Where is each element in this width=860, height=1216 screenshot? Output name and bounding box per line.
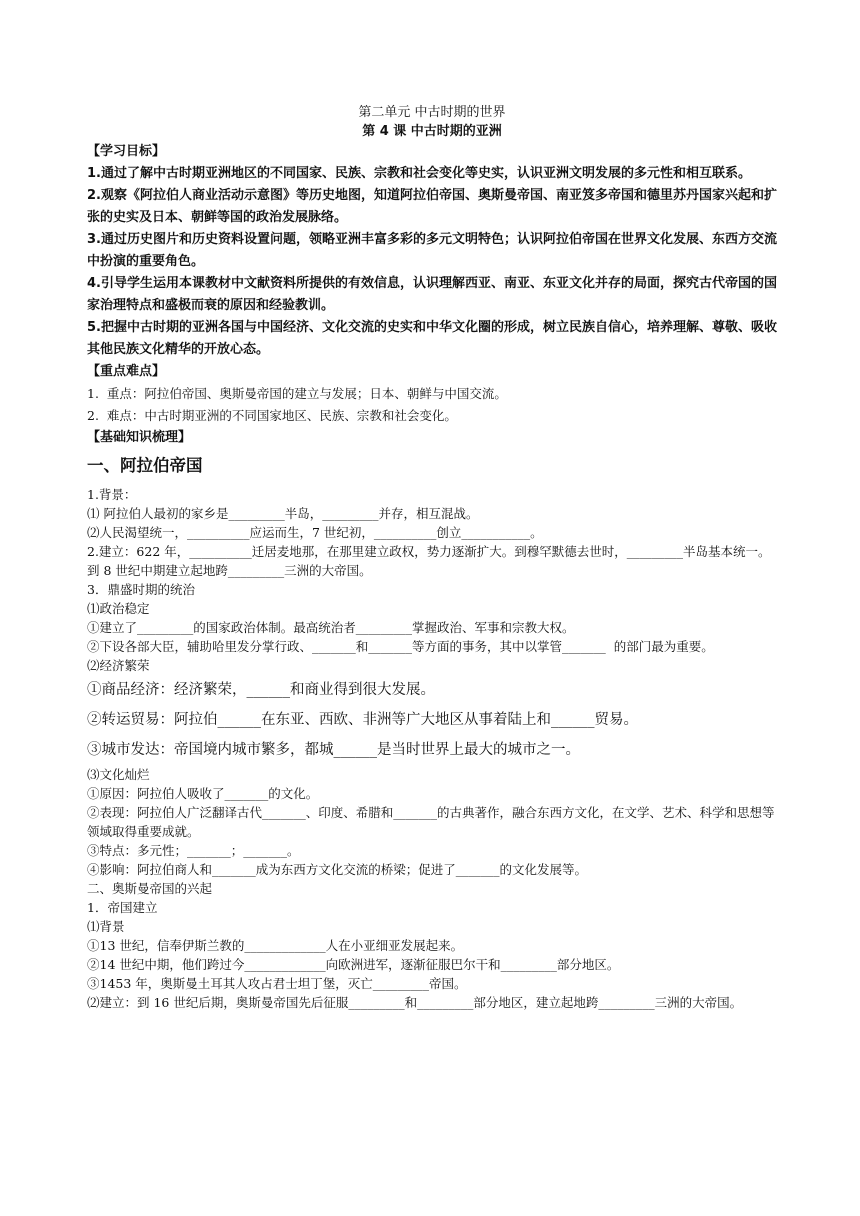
key-point-item: 2. 难点：中古时期亚洲的不同国家地区、民族、宗教和社会变化。 [87,408,457,423]
text-line: ③特点：多元性；_______；_______。 [87,843,300,858]
text-line-large: ③城市发达：帝国境内城市繁多，都城______是当时世界上最大的城市之一。 [87,742,580,758]
text-line-large: ②转运贸易：阿拉伯______在东亚、西欧、非洲等广大地区从事着陆上和______贸易。 [87,712,638,728]
text-line-large: ①商品经济：经济繁荣，______和商业得到很大发展。 [87,682,435,698]
text-line: 3．鼎盛时期的统治 [87,582,195,597]
text-line: 2.建立：622 年，__________迁居麦地那，在那里建立政权，势力逐渐扩大。到穆罕默德去世时，_________半岛基本统一。到 8 世纪中期建立起地跨_________三洲的大帝国。 [87,544,771,578]
knowledge-heading: 【基础知识梳理】 [87,430,192,445]
text-line: ⑴背景 [87,919,125,934]
text-line: ①原因：阿拉伯人吸收了_______的文化。 [87,786,319,801]
text-line: 1.背景： [87,487,137,502]
text-line: ⑵建立：到 16 世纪后期，奥斯曼帝国先后征服_________和_________部分地区，建立起地跨_________三洲的大帝国。 [87,995,743,1010]
text-line: ②14 世纪中期，他们跨过今_____________向欧洲进军，逐渐征服巴尔干和_________部分地区。 [87,957,620,972]
text-line: ⑴ 阿拉伯人最初的家乡是_________半岛，_________并存，相互混战。 [87,506,479,521]
text-line: ①建立了_________的国家政治体制。最高统治者_________掌握政治、军事和宗教大权。 [87,620,575,635]
text-line: ①13 世纪，信奉伊斯兰教的_____________人在小亚细亚发展起来。 [87,938,464,953]
text-line: ③1453 年，奥斯曼土耳其人攻占君士坦丁堡，灭亡_________帝国。 [87,976,467,991]
key-points-heading: 【重点难点】 [87,364,166,379]
lesson-title: 第 4 课 中古时期的亚洲 [362,124,502,139]
text-line: ⑵人民渴望统一，__________应运而生，7 世纪初，__________创立___________。 [87,525,543,540]
text-line: ④影响：阿拉伯商人和_______成为东西方文化交流的桥梁；促进了_______的文化发展等。 [87,862,588,877]
objective-item: 5.把握中古时期的亚洲各国与中国经济、文化交流的史实和中华文化圈的形成，树立民族自信心，培养理解、尊敬、吸收其他民族文化精华的开放心态。 [87,320,777,357]
section-title-ottoman-empire: 二、奥斯曼帝国的兴起 [87,881,213,896]
key-point-item: 1. 重点：阿拉伯帝国、奥斯曼帝国的建立与发展；日本、朝鲜与中国交流。 [87,386,507,401]
text-line: ⑴政治稳定 [87,601,150,616]
objective-item: 1.通过了解中古时期亚洲地区的不同国家、民族、宗教和社会变化等史实，认识亚洲文明发展的多元性和相互联系。 [87,166,751,181]
section-title-arab-empire: 一、阿拉伯帝国 [87,456,203,475]
text-line: ⑶文化灿烂 [87,767,150,782]
objective-item: 3.通过历史图片和历史资料设置问题，领略亚洲丰富多彩的多元文明特色；认识阿拉伯帝国在世界文化发展、东西方交流中扮演的重要角色。 [87,232,777,269]
objective-item: 2.观察《阿拉伯人商业活动示意图》等历史地图，知道阿拉伯帝国、奥斯曼帝国、南亚笈多帝国和德里苏丹国家兴起和扩张的史实及日本、朝鲜等国的政治发展脉络。 [87,188,777,225]
document-page [87,103,777,1012]
objective-item: 4.引导学生运用本课教材中文献资料所提供的有效信息，认识理解西亚、南亚、东亚文化并存的局面，探究古代帝国的国家治理特点和盛极而衰的原因和经验教训。 [87,276,777,313]
objectives-heading: 【学习目标】 [87,144,166,159]
text-line: ②下设各部大臣，辅助哈里发分掌行政、_______和_______等方面的事务，其中以掌管_______ 的部门最为重要。 [87,639,714,654]
text-line: 1．帝国建立 [87,900,158,915]
unit-title: 第二单元 中古时期的世界 [358,105,506,120]
text-line: ②表现：阿拉伯人广泛翻译古代_______、印度、希腊和_______的古典著作，融合东西方文化，在文学、艺术、科学和思想等领域取得重要成就。 [87,805,775,839]
text-line: ⑵经济繁荣 [87,658,150,673]
